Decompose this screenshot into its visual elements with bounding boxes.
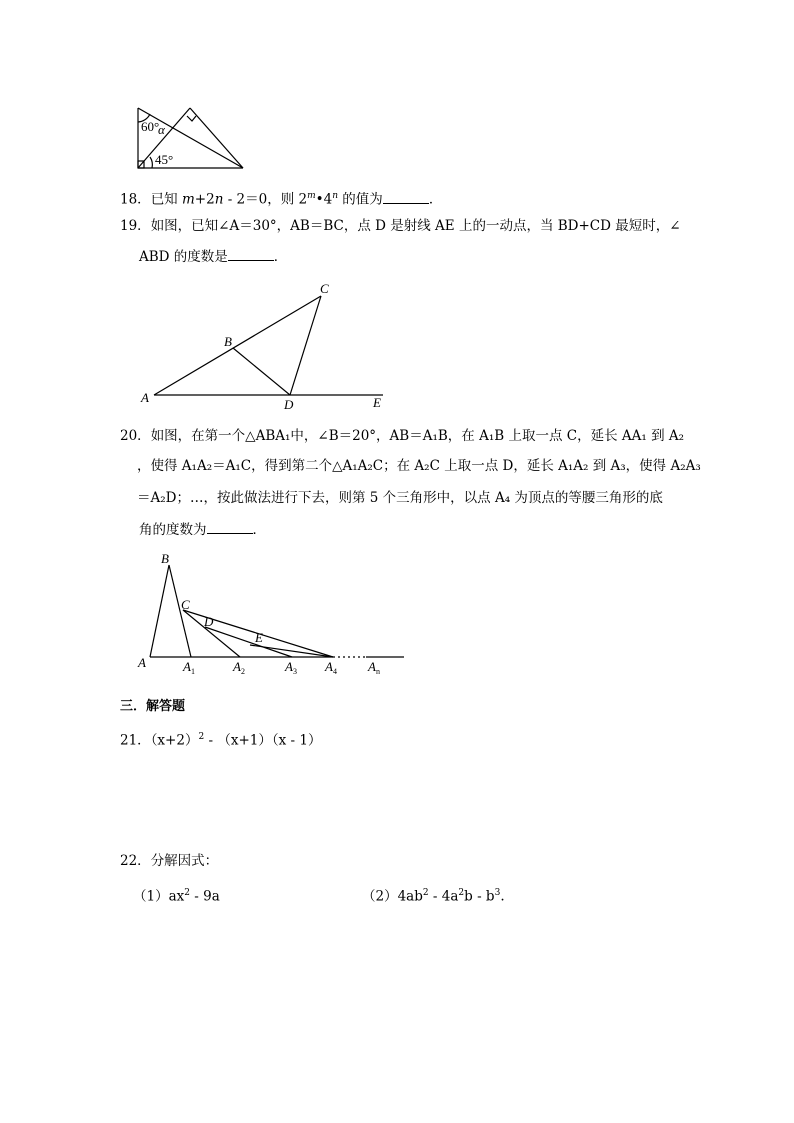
q18-m: m — [181, 191, 195, 208]
q21-expr1: （x+2） — [150, 732, 199, 749]
fig17-alpha: α — [158, 122, 165, 137]
q20-line1: 如图，在第一个△ABA₁中，∠B＝20°，AB＝A₁B，在 A₁B 上取一点 C，延长 AA₁ 到 A₂ — [150, 428, 685, 444]
fig20-label-A4: $A_4$ — [325, 659, 337, 676]
q21-exp: 2 — [198, 732, 205, 742]
q19-line1: 如图，已知∠A＝30°，AB＝BC，点 D 是射线 AE 上的一动点，当 BD+CD 最短时，∠ — [150, 218, 681, 234]
q22-p2: （2）4ab — [362, 888, 423, 905]
fig19-label-C: C — [320, 281, 329, 296]
fig20-label-A1: $A_1$ — [183, 659, 195, 676]
q18-dot4: •4 — [315, 191, 333, 208]
fig20-label-A: A — [138, 655, 146, 670]
q18-sup-m: m — [307, 191, 316, 201]
fig17-angle60: 60° — [141, 119, 160, 134]
q20-end: ． — [252, 522, 266, 538]
fig19-label-E: E — [373, 395, 381, 410]
fig20-label-B: B — [161, 551, 169, 566]
q22-p2-sup1: 2 — [422, 888, 429, 898]
question-22 — [120, 851, 218, 871]
q18-end: ． — [428, 191, 443, 208]
q20-line2: ，使得 A₁A₂＝A₁C，得到第二个△A₁A₂C；在 A₂C 上取一点 D，延长 A₁A₂ 到 A₃，使得 A₂A₃ — [137, 458, 701, 474]
q22-p1: （1）ax — [133, 888, 185, 905]
fig17-angle45: 45° — [155, 152, 174, 167]
q22-p2-sup3: 3 — [494, 888, 501, 898]
q22-p2-end: . — [500, 888, 505, 905]
q22-p2-mid: - 4a — [428, 888, 459, 905]
fig20-label-A3: $A_3$ — [285, 659, 297, 676]
q18-plus2n: +2 — [194, 191, 215, 208]
fig20-label-C: C — [181, 597, 190, 612]
q22-p2-sup2: 2 — [458, 888, 465, 898]
question-21 — [120, 727, 321, 751]
q21-expr2: - （x+1）（x - 1） — [204, 732, 322, 749]
fig20-label-An: $A_n$ — [368, 659, 380, 676]
q20-line3: ＝A₂D；…，按此做法进行下去，则第 5 个三角形中，以点 A₄ 为顶点的等腰三角形的底 — [137, 490, 663, 506]
q18-post: 的值为 — [338, 191, 383, 208]
q19-number: 19． — [120, 218, 151, 234]
fig20-label-E: E — [255, 630, 263, 645]
q22-p1-rest: - 9a — [190, 888, 220, 905]
fig19-label-D: D — [284, 397, 294, 412]
fig20-label-D: D — [204, 614, 214, 629]
question-22-part2 — [362, 883, 505, 907]
fig20-label-A2: $A_2$ — [233, 659, 245, 676]
q18-n: n — [214, 191, 224, 208]
q18-pre: 已知 — [150, 191, 182, 208]
q18-number: 18． — [120, 191, 151, 208]
section-heading: 三．解答题 — [120, 699, 186, 714]
q22-title: 分解因式： — [150, 853, 219, 869]
fig19-label-A: A — [141, 390, 149, 405]
question-22-part1 — [133, 883, 220, 907]
q19-end: ． — [273, 249, 288, 265]
q21-number: 21． — [120, 732, 151, 749]
q19-line2: ABD 的度数是 — [139, 249, 228, 265]
q18-sup-n: n — [332, 191, 339, 201]
q22-p1-sup: 2 — [184, 888, 190, 898]
q18-rest: - 2＝0，则 2 — [223, 191, 308, 208]
q20-line4: 角的度数为 — [139, 522, 207, 538]
fig19-label-B: B — [224, 334, 232, 349]
q20-number: 20． — [120, 428, 151, 444]
q22-p2-mid2: b - b — [464, 888, 495, 905]
q22-number: 22． — [120, 853, 151, 869]
